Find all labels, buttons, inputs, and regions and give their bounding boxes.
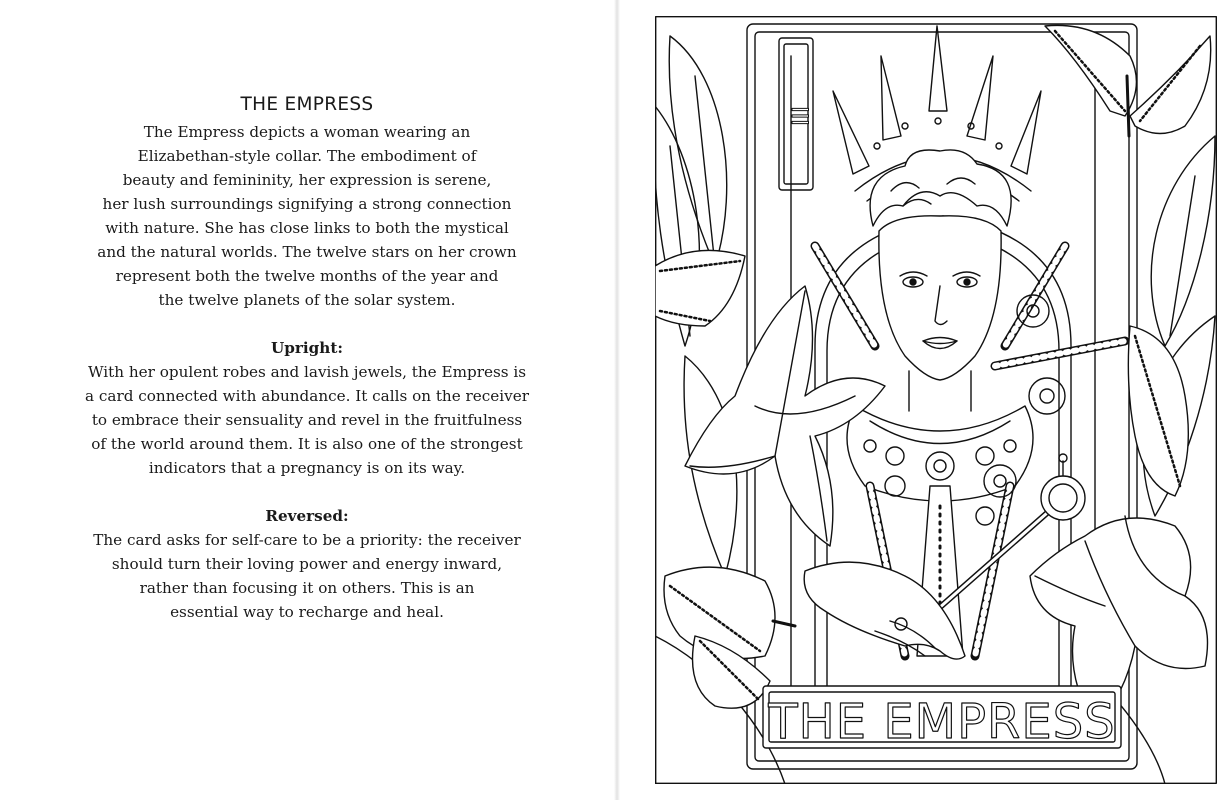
upright-line: indicators that a pregnancy is on its way.: [148, 459, 466, 477]
right-page-illustration: [655, 16, 1217, 784]
reversed-line: rather than focusing it on others. This is an: [139, 579, 475, 597]
description-line: represent both the twelve months of the year and: [115, 267, 499, 285]
description-line: the twelve planets of the solar system.: [158, 291, 456, 309]
upright-line: of the world around them. It is also one of the strongest: [91, 435, 523, 453]
card-numeral: III: [786, 106, 811, 126]
upright-line: With her opulent robes and lavish jewels, the Empress is: [87, 363, 527, 381]
reversed-line: should turn their loving power and energy inward,: [111, 555, 503, 573]
reversed-paragraph: [60, 528, 554, 624]
description-line: beauty and femininity, her expression is serene,: [122, 171, 492, 189]
book-gutter: [614, 0, 620, 800]
card-title: THE EMPRESS: [768, 694, 1116, 750]
card-description-block: [60, 92, 554, 624]
page-title: THE EMPRESS: [240, 94, 374, 115]
upright-line: to embrace their sensuality and revel in the fruitfulness: [91, 411, 523, 429]
reversed-line: essential way to recharge and heal.: [170, 603, 444, 621]
description-line: Elizabethan-style collar. The embodiment of: [137, 147, 477, 165]
reversed-line: The card asks for self-care to be a priority: the receiver: [93, 531, 521, 549]
upright-paragraph: [60, 360, 554, 480]
description-line: with nature. She has close links to both the mystical: [105, 219, 509, 237]
description-paragraph: [60, 120, 554, 312]
empress-line-art: [655, 16, 1217, 784]
description-line: her lush surroundings signifying a strong connection: [102, 195, 512, 213]
left-page: [0, 0, 614, 800]
reversed-heading: Reversed:: [265, 507, 349, 525]
upright-heading: Upright:: [271, 339, 343, 357]
upright-line: a card connected with abundance. It calls on the receiver: [85, 387, 529, 405]
description-line: The Empress depicts a woman wearing an: [143, 123, 471, 141]
card-title-banner: [763, 686, 1121, 750]
description-line: and the natural worlds. The twelve stars on her crown: [97, 243, 517, 261]
